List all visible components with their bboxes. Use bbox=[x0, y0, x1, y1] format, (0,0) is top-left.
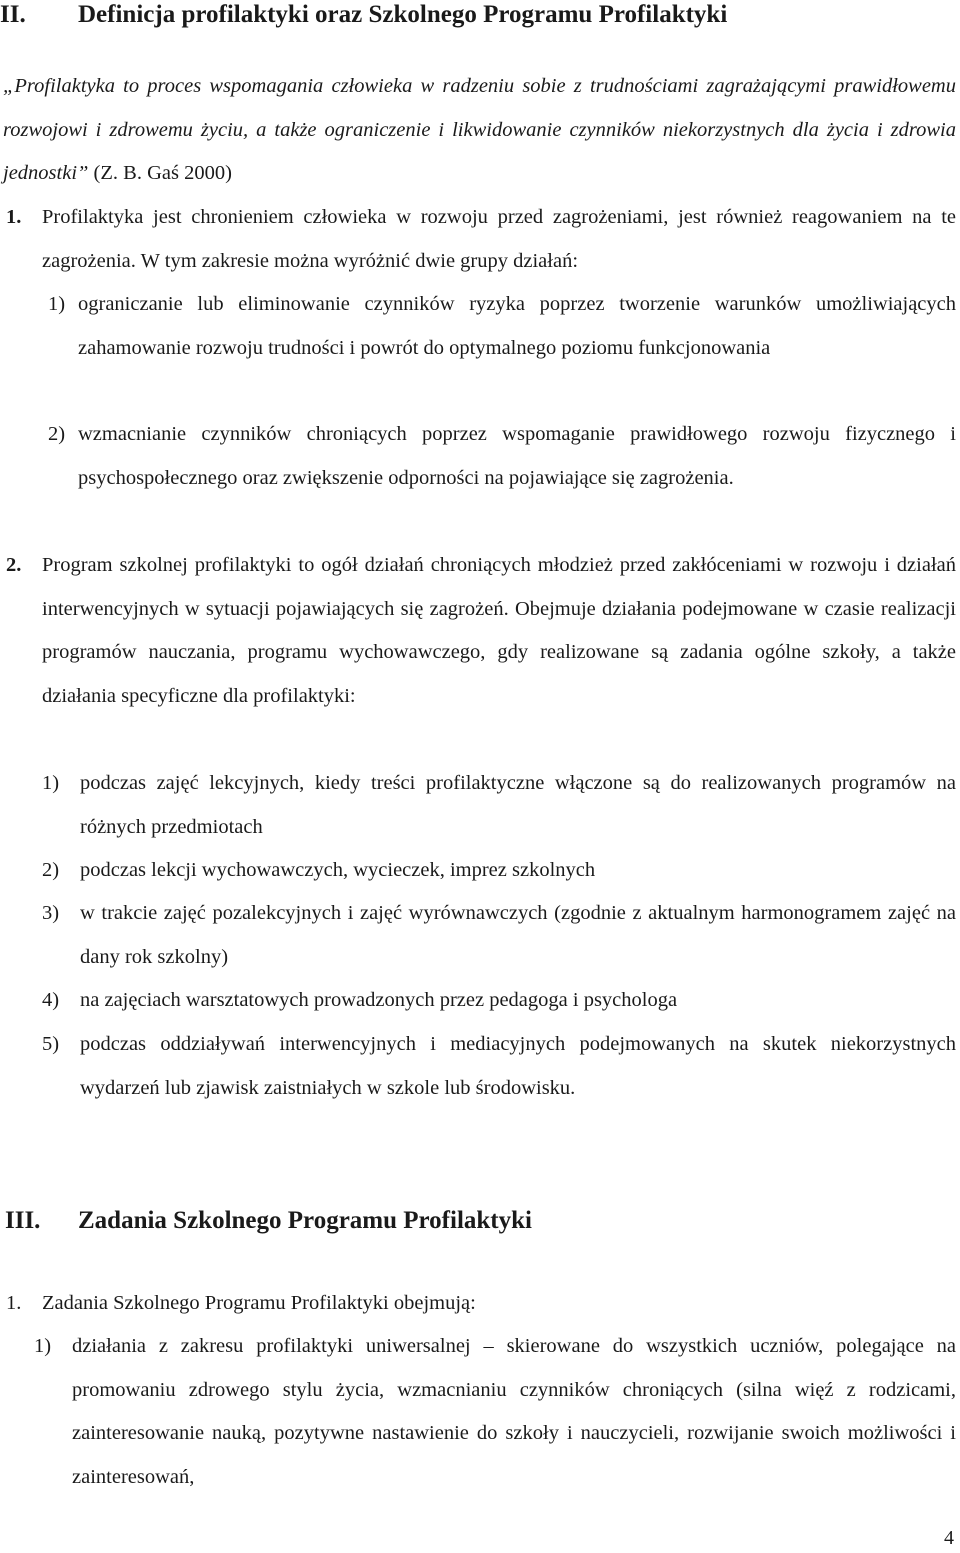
point-1-item-2-marker: 2) bbox=[48, 423, 66, 445]
point-2-item-2-text: podczas lekcji wychowawczych, wycieczek, imprez szkolnych bbox=[80, 859, 596, 881]
section-3-heading bbox=[5, 1206, 532, 1236]
section-2-point-1 bbox=[6, 196, 956, 283]
point-1-text: Profilaktyka jest chronieniem człowieka w rozwoju przed zagrożeniami, jest również reagowaniem na te zagrożenia. W tym zakresie można wyróżnić dwie grupy działań: bbox=[42, 206, 956, 272]
point-1-item-1-text: ograniczanie lub eliminowanie czynników ryzyka poprzez tworzenie warunków umożliwiających zahamowanie rozwoju trudności i powrót do optymalnego poziomu funkcjonowania bbox=[78, 293, 956, 359]
point-1-item-1 bbox=[48, 283, 956, 370]
point-2-item-1-marker: 1) bbox=[42, 772, 60, 794]
point-2-item-1 bbox=[42, 762, 956, 849]
point-1-item-2-text: wzmacnianie czynników chroniących poprzez wspomaganie prawidłowego rozwoju fizycznego i psychospołecznego oraz zwiększenie odporności na pojawiające się zagrożenia. bbox=[78, 423, 956, 489]
section-2-point-2 bbox=[6, 544, 956, 718]
point-2-marker: 2. bbox=[6, 554, 22, 576]
point-2-item-5 bbox=[42, 1023, 956, 1110]
section-3-title: Zadania Szkolnego Programu Profilaktyki bbox=[78, 1207, 532, 1234]
quote-source: (Z. B. Gaś 2000) bbox=[88, 162, 232, 184]
point-2-item-5-marker: 5) bbox=[42, 1033, 60, 1055]
point-1-item-2 bbox=[48, 413, 956, 500]
section-3-point-1-item-1 bbox=[34, 1325, 956, 1499]
point-2-item-2 bbox=[42, 849, 956, 893]
point-2-item-4-text: na zajęciach warsztatowych prowadzonych przez pedagoga i psychologa bbox=[80, 989, 678, 1011]
section-3-item-1-text: działania z zakresu profilaktyki uniwersalnej – skierowane do wszystkich uczniów, polegające na promowaniu zdrowego stylu życia, wzmacnianiu czynników chroniących (silna więź z rodzicami, zainteresowanie nauką, pozytywne nastawienie do szkoły i nauczycieli, rozwijanie swoich możliwości i zainteresowań, bbox=[72, 1335, 956, 1488]
point-2-item-3-marker: 3) bbox=[42, 902, 60, 924]
section-2-title: Definicja profilaktyki oraz Szkolnego Programu Profilaktyki bbox=[78, 1, 728, 28]
page-number: 4 bbox=[944, 1527, 954, 1549]
point-2-item-3 bbox=[42, 892, 956, 979]
section-3-point-1 bbox=[6, 1282, 956, 1326]
point-2-item-5-text: podczas oddziaływań interwencyjnych i mediacyjnych podejmowanych na skutek niekorzystnych wydarzeń lub zjawisk zaistniałych w szkole lub środowisku. bbox=[80, 1033, 956, 1099]
point-1-marker: 1. bbox=[6, 206, 22, 228]
section-3-number: III. bbox=[5, 1207, 41, 1234]
section-3-point-1-text: Zadania Szkolnego Programu Profilaktyki obejmują: bbox=[42, 1292, 476, 1314]
section-2-heading bbox=[0, 0, 728, 30]
point-2-item-3-text: w trakcie zajęć pozalekcyjnych i zajęć wyrównawczych (zgodnie z aktualnym harmonogramem zajęć na dany rok szkolny) bbox=[80, 902, 956, 968]
section-3-item-1-marker: 1) bbox=[34, 1335, 52, 1357]
point-2-item-1-text: podczas zajęć lekcyjnych, kiedy treści profilaktyczne włączone są do realizowanych programów na różnych przedmiotach bbox=[80, 772, 956, 838]
point-1-item-1-marker: 1) bbox=[48, 293, 66, 315]
point-2-text: Program szkolnej profilaktyki to ogół działań chroniących młodzież przed zakłóceniami w rozwoju i działań interwencyjnych w sytuacji pojawiających się zagrożeń. Obejmuje działania podejmowane w czasie realizacji programów nauczania, programu wychowawczego, gdy realizowane są zadania ogólne szkoły, a także działania specyficzne dla profilaktyki: bbox=[42, 554, 956, 707]
section-2-number: II. bbox=[0, 1, 26, 28]
point-2-item-2-marker: 2) bbox=[42, 859, 60, 881]
quote-text: „Profilaktyka to proces wspomagania człowieka w radzeniu sobie z trudnościami zagrażającymi prawidłowemu rozwojowi i zdrowemu życiu, a także ograniczenie i likwidowanie czynników niekorzystnych dla życia i zdrowia jednostki” bbox=[3, 75, 956, 184]
definition-quote bbox=[3, 65, 956, 196]
point-2-item-4-marker: 4) bbox=[42, 989, 60, 1011]
point-2-item-4 bbox=[42, 979, 956, 1023]
section-3-point-1-marker: 1. bbox=[6, 1292, 22, 1314]
